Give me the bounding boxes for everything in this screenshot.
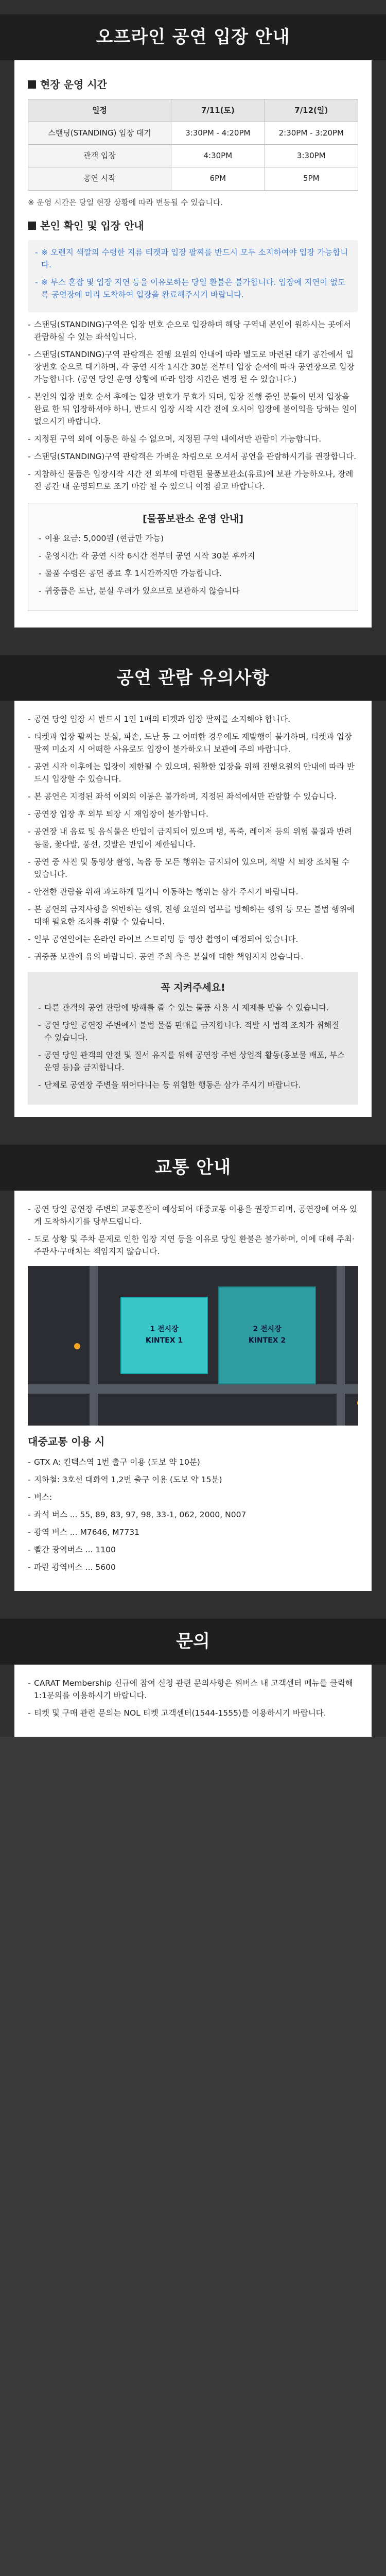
- table-cell: 관객 입장: [28, 145, 171, 167]
- transit-list: [28, 1456, 358, 1573]
- must-follow-title: 꼭 지켜주세요!: [161, 981, 225, 993]
- table-cell: 3:30PM: [265, 145, 358, 167]
- table-cell: 2:30PM - 3:20PM: [265, 122, 358, 144]
- schedule-heading-text: 현장 운영 시간: [40, 78, 107, 91]
- spacer: [14, 1591, 372, 1604]
- notice-title: 공연 관람 유의사항: [0, 655, 386, 701]
- map-road: [90, 1266, 98, 1426]
- spacer: [14, 1117, 372, 1130]
- list-item: - 공연장 내 음료 및 음식물은 반입이 금지되어 있으며 병, 폭죽, 레이저 등의 위험 물질과 반려동물, 꽃다발, 풍선, 깃발은 반입이 제한됩니다.: [28, 825, 358, 850]
- list-item: - 본 공연은 지정된 좌석 이외의 이동은 불가하며, 지정된 좌석에서만 관람할 수 있습니다.: [28, 790, 358, 803]
- table-cell: 공연 시작: [28, 167, 171, 190]
- table-row: [28, 145, 358, 167]
- building-label: 1 전시장: [150, 1325, 179, 1334]
- traffic-title: 교통 안내: [0, 1145, 386, 1191]
- contact-section: [0, 1604, 386, 1737]
- square-bullet-icon: [28, 222, 36, 230]
- table-cell: 스탠딩(STANDING) 입장 대기: [28, 122, 171, 144]
- must-follow-box: [28, 972, 358, 1105]
- table-cell: 6PM: [171, 167, 265, 190]
- list-item: - 공연 당일 공연장 주변에서 불법 물품 판매를 금지합니다. 적발 시 법적 조치가 취해질 수 있습니다.: [38, 1019, 348, 1044]
- list-item: - 도로 상황 및 주차 문제로 인한 입장 지연 등을 이유로 당일 환불은 불가하며, 이에 대해 주최·주관사·구매처는 책임지지 않습니다.: [28, 1233, 358, 1258]
- entry-list: [28, 318, 358, 493]
- list-item: - 다른 관객의 공연 관람에 방해를 줄 수 있는 물품 사용 시 제재를 받을 수 있습니다.: [38, 1002, 348, 1014]
- map-marker-icon: [357, 1400, 358, 1406]
- table-cell: 3:30PM - 4:20PM: [171, 122, 265, 144]
- list-item: - 단체로 공연장 주변을 뛰어다니는 등 위험한 행동은 삼가 주시기 바랍니다.: [38, 1079, 348, 1091]
- list-item: - 본 공연의 금지사항을 위반하는 행위, 진행 요원의 업무를 방해하는 행위 등 모든 불법 행위에 대해 필요한 조치를 취할 수 있습니다.: [28, 903, 358, 928]
- list-item: - 공연 당일 관객의 안전 및 질서 유지를 위해 공연장 주변 상업적 활동(홍보물 배포, 부스 운영 등)을 금지합니다.: [38, 1049, 348, 1074]
- contact-card: [14, 1665, 372, 1737]
- map-building-kintex1: [120, 1297, 208, 1374]
- contact-title: 문의: [0, 1619, 386, 1665]
- traffic-list: [28, 1203, 358, 1258]
- list-item: - 운영시간: 각 공연 시작 6시간 전부터 공연 시작 30분 후까지: [39, 550, 347, 562]
- building-label: 2 전시장: [253, 1325, 282, 1334]
- storage-title: [물품보관소 운영 안내]: [143, 513, 243, 525]
- list-item: - 공연 시작 이후에는 입장이 제한될 수 있으며, 원활한 입장을 위해 진행요원의 안내에 따라 반드시 입장할 수 있습니다.: [28, 760, 358, 785]
- list-item: - 좌석 버스 ... 55, 89, 83, 97, 98, 33-1, 062, 2000, N007: [28, 1509, 358, 1521]
- list-item: - 공연 당일 공연장 주변의 교통혼잡이 예상되어 대중교통 이용을 권장드리며, 공연장에 여유 있게 도착하시기를 당부드립니다.: [28, 1203, 358, 1228]
- schedule-note: ※ 운영 시간은 당일 현장 상황에 따라 변동될 수 있습니다.: [28, 197, 223, 207]
- schedule-heading: [28, 77, 358, 93]
- list-item: - 물품 수령은 공연 종료 후 1시간까지만 가능합니다.: [39, 567, 347, 580]
- list-item: - 공연 중 사진 및 동영상 촬영, 녹음 등 모든 행위는 금지되어 있으며, 적발 시 퇴장 조치될 수 있습니다.: [28, 856, 358, 880]
- highlight-box: [28, 240, 358, 312]
- map-marker-icon: [74, 1343, 80, 1349]
- table-header: 일정: [28, 99, 171, 122]
- storage-list: [39, 532, 347, 597]
- list-item: - 이용 요금: 5,000원 (현금만 가능): [39, 532, 347, 545]
- table-cell: 5PM: [265, 167, 358, 190]
- list-item: - 광역 버스 ... M7646, M7731: [28, 1526, 358, 1538]
- list-item: - 파란 광역버스 ... 5600: [28, 1561, 358, 1573]
- list-item: - 빨간 광역버스 ... 1100: [28, 1544, 358, 1556]
- table-cell: 4:30PM: [171, 145, 265, 167]
- traffic-card: [14, 1191, 372, 1591]
- list-item: - 버스:: [28, 1491, 358, 1503]
- entry-section: [0, 0, 386, 641]
- list-item: - 귀중품은 도난, 분실 우려가 있으므로 보관하지 않습니다: [39, 585, 347, 597]
- notice-card: [14, 701, 372, 1117]
- entry-title: 오프라인 공연 입장 안내: [0, 14, 386, 60]
- map-road: [28, 1384, 358, 1394]
- notice-list: [28, 713, 358, 962]
- highlight-item: - ※ 오렌지 색깔의 수령한 지류 티켓과 입장 팔찌를 반드시 모두 소지하여야 입장 가능합니다.: [35, 246, 351, 271]
- notice-section: [0, 641, 386, 1130]
- list-item: - 지참하신 물품은 입장시작 시간 전 외부에 마련된 물품보관소(유료)에 보관 가능하오나, 장례진 공간 내 운영되므로 조기 마감 될 수 있으니 이점 참고 바랍니다.: [28, 468, 358, 493]
- table-row: [28, 122, 358, 144]
- list-item: - 지정된 구역 외에 이동은 하실 수 없으며, 지정된 구역 내에서만 관람이 가능합니다.: [28, 433, 358, 445]
- list-item: - CARAT Membership 신규에 참여 신청 관련 문의사항은 위버스 내 고객센터 메뉴를 클릭해 1:1문의를 이용하시기 바랍니다.: [28, 1677, 358, 1702]
- list-item: - 일부 공연일에는 온라인 라이브 스트리밍 등 영상 촬영이 예정되어 있습니다.: [28, 933, 358, 945]
- map-road: [337, 1266, 345, 1426]
- contact-list: [28, 1677, 358, 1719]
- spacer: [14, 628, 372, 641]
- traffic-section: [0, 1130, 386, 1604]
- id-heading: [28, 218, 358, 234]
- list-item: - 공연 당일 입장 시 반드시 1인 1매의 티켓과 입장 팔찌를 소지해야 합니다.: [28, 713, 358, 725]
- building-label-en: KINTEX 2: [248, 1336, 286, 1345]
- square-bullet-icon: [28, 80, 36, 89]
- entry-card: [14, 60, 372, 628]
- table-header: 7/12(일): [265, 99, 358, 122]
- list-item: - 공연장 입장 후 외부 퇴장 시 재입장이 불가합니다.: [28, 808, 358, 820]
- building-label-en: KINTEX 1: [145, 1336, 183, 1345]
- list-item: - 티켓 및 구매 관련 문의는 NOL 티켓 고객센터(1544-1555)를 이용하시기 바랍니다.: [28, 1707, 358, 1719]
- highlight-item: - ※ 부스 혼잡 및 입장 지연 등을 이유로하는 당일 환불은 불가합니다. 입장에 지연이 없도록 공연장에 미리 도착하여 입장을 완료해주시기 바랍니다.: [35, 276, 351, 301]
- venue-map: [28, 1266, 358, 1426]
- list-item: - 본인의 입장 번호 순서 후에는 입장 번호가 무효가 되며, 입장 진행 중인 분들이 먼저 입장을 완료 한 뒤 입장하셔야 하니, 반드시 입장 시작 시간 전에 오시어 입장에 불이익을 당하는 일이 없으시기 바랍니다.: [28, 391, 358, 428]
- schedule-header-row: [28, 99, 358, 122]
- schedule-table: [28, 99, 358, 191]
- id-heading-text: 본인 확인 및 입장 안내: [40, 219, 144, 232]
- table-header: 7/11(토): [171, 99, 265, 122]
- must-follow-list: [38, 1002, 348, 1091]
- map-building-kintex2: [218, 1286, 316, 1384]
- list-item: - 안전한 관람을 위해 과도하게 밀거나 이동하는 행위는 삼가 주시기 바랍니다.: [28, 886, 358, 898]
- list-item: - 티켓과 입장 팔찌는 분실, 파손, 도난 등 그 어떠한 경우에도 재발행이 불가하며, 티켓과 입장 팔찌 미소지 시 어떠한 사유로도 입장이 불가하오니 보관에 주의 바랍니다.: [28, 731, 358, 755]
- table-row: [28, 167, 358, 190]
- transit-heading: 대중교통 이용 시: [28, 1435, 105, 1448]
- storage-box: [28, 503, 358, 611]
- list-item: - 지하철: 3호선 대화역 1,2번 출구 이용 (도보 약 15분): [28, 1473, 358, 1486]
- list-item: - 스탠딩(STANDING)구역 관람객은 가벼운 차림으로 오셔서 공연을 관람하시기를 권장합니다.: [28, 450, 358, 463]
- list-item: - 스탠딩(STANDING)구역은 입장 번호 순으로 입장하며 해당 구역내 본인이 원하시는 곳에서 관람하실 수 있는 좌석입니다.: [28, 318, 358, 343]
- list-item: - 스탠딩(STANDING)구역 관람객은 진행 요원의 안내에 따라 별도로 마련된 대기 공간에서 입장번호 순으로 대기하며, 각 공연 시작 1시간 30분 전부터 입장 순서에 따라 공연장으로 입장 가능합니다. (공연 당일 운영 상황에 따라 입장 시간은 변경 될 수 있습니다.): [28, 348, 358, 385]
- list-item: - GTX A: 킨텍스역 1번 출구 이용 (도보 약 10분): [28, 1456, 358, 1468]
- list-item: - 귀중품 보관에 유의 바랍니다. 공연 주최 측은 분실에 대한 책임지지 않습니다.: [28, 951, 358, 963]
